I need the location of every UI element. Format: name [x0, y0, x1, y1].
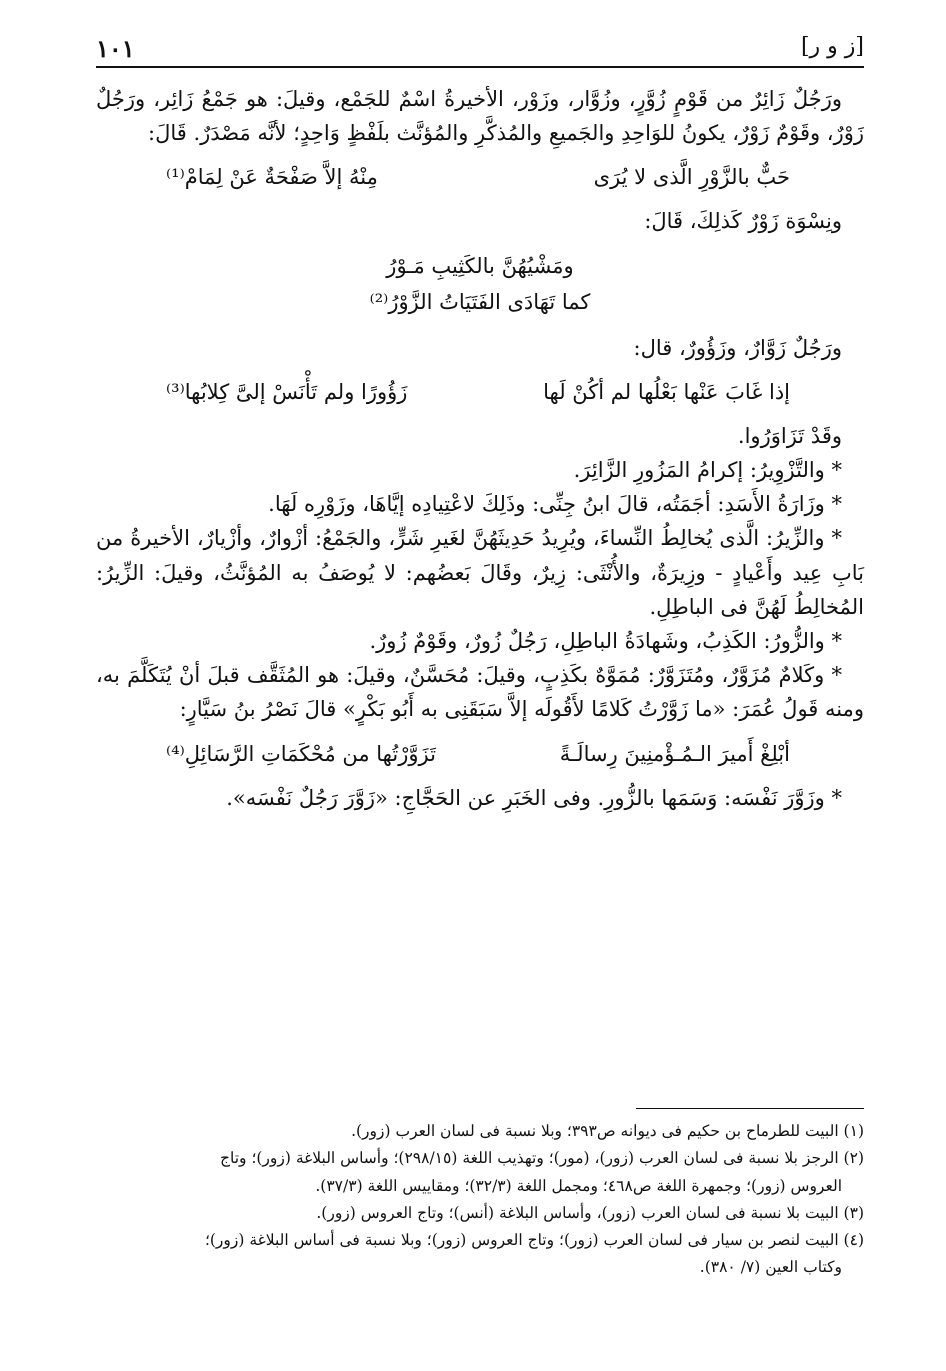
paragraph: * وزَارَةُ الأَسَدِ: أجَمَتُه، قالَ ابنُ جِنِّى: وذَلِكَ لاعْتِيادِه إيَّاهَا، وزَوْرِه لَهَا.: [268, 492, 842, 517]
rajaz-line: ومَشْيُهُنَّ بالكَثِيبِ مَـوْرُ: [386, 253, 574, 278]
footnote-continuation: العروس (زور)؛ وجمهرة اللغة ص٤٦٨؛ ومجمل اللغة (٣٢/٣)؛ ومقاييس اللغة (٣٧/٣).: [315, 1176, 842, 1195]
footnote: (٣) البيت بلا نسبة فى لسان العرب (زور)، وأساس البلاغة (أنس)؛ وتاج العروس (زور).: [316, 1203, 864, 1222]
rajaz-line: كما تَهَادَى الفَتَيَاتُ الزَّوْرُ⁽²⁾: [369, 289, 591, 314]
page-header: [96, 30, 864, 70]
verse-hemistich-first: إذا غَابَ عَنْها بَعْلُها لم أكُنْ لَها: [543, 379, 790, 404]
paragraph: * والزُّورُ: الكَذِبُ، وشَهادَةُ الباطِلِ، رَجُلٌ زُورٌ، وقَوْمٌ زُورٌ.: [369, 629, 842, 654]
verse-line: [96, 733, 864, 775]
paragraph: * وزَوَّرَ نَفْسَه: وَسَمَها بالزُّورِ. وفى الخَبَرِ عن الحَجَّاجِ: «زَوَّرَ رَجُلٌ نَفْسَه».: [226, 785, 842, 810]
paragraph: * والزِّيرُ: الَّذى يُخالِطُ النِّساءَ، ويُرِيدُ حَدِيثَهُنَّ لغَيرِ شَرٍّ، والجَمْعُ: أزْوارٌ، وأزْيارٌ، الأخيرةُ من بَابِ عِيد وأَعْيادٍ - وزِيرَةٌ، والأُنْثَى: زِيرٌ، وقَالَ بَعضُهم: لا يُوصَفُ به المُؤنَّثُ، وقيلَ: الزِّيرُ: المُخالِطُ لَهُنَّ فى الباطِلِ.: [96, 526, 864, 619]
verse-hemistich-first: حَبٌّ بالزَّوْرِ الَّذى لا يُرَى: [593, 165, 790, 190]
verse-hemistich-first: أبْلِغْ أَميرَ الـمُـؤْمنِينَ رِسالَـةً: [559, 741, 790, 766]
paragraph: * والتَّزْوِيرُ: إكرامُ المَزُورِ الزَّائِرَ.: [573, 458, 842, 483]
paragraph: ورَجُلٌ زَائِرٌ من قَوْمٍ زُوَّرٍ، وزُوَّار، وزَوْر، الأخيرةُ اسْمٌ للجَمْع، وقيلَ: هو جَمْعُ زَائِر، ورَجُلٌ زَوْرٌ، وقَوْمٌ زَوْرٌ، يكونُ للوَاحِدِ والجَميعِ والمُذكَّرِ والمُؤنَّث بلَفْظٍ وَاحِدٍ؛ لأنَّه مَصْدَرٌ. قَالَ:: [96, 87, 864, 146]
verse-line: [96, 156, 864, 198]
paragraph: ونِسْوَة زَوْرٌ كَذلِكَ، قَالَ:: [644, 209, 842, 234]
verse-hemistich-second: زَؤُورًا ولم تَأْنَسْ إلىَّ كِلابُها⁽³⁾: [166, 379, 408, 404]
verse-hemistich-second: تَزَوَّرْتُها من مُحْكَمَاتِ الرَّسَائِلِ⁽⁴⁾: [166, 741, 436, 766]
footnotes: [96, 1118, 864, 1282]
main-text: [96, 82, 864, 815]
paragraph: * وكَلامٌ مُزَوَّرٌ، ومُتَزَوَّرٌ: مُمَوَّهٌ بكَذِبٍ، وقيلَ: مُحَسَّنٌ، وقيلَ: هو المُثَقَّف قبلَ أنْ يُتَكَلَّمَ به، ومنه قَولُ عُمَرَ: «ما زَوَّرْتُ كَلامًا لأَقُولَه إلاَّ سَبَقَنِى به أَبُو بَكْرٍ» قالَ نَصْرُ بنُ سَيَّارٍ:: [96, 663, 864, 722]
entry-root: [ز و ر]: [800, 34, 864, 59]
footnote: (٤) البيت لنصر بن سيار فى لسان العرب (زور)؛ وتاج العروس (زور)؛ وبلا نسبة فى أساس البلاغة (زور)؛: [204, 1231, 864, 1250]
verse-line: [96, 371, 864, 413]
verse-hemistich-second: مِنْهُ إلاَّ صَفْحَةٌ عَنْ لِمَامْ⁽¹⁾: [166, 165, 378, 190]
footnote: (٢) الرجز بلا نسبة فى لسان العرب (زور)، (مور)؛ وتهذيب اللغة (٢٩٨/١٥)؛ وأساس البلاغة (زور)؛ وتاج: [220, 1149, 864, 1168]
paragraph: وقَدْ تَزَاوَرُوا.: [737, 423, 842, 448]
footnote: (١) البيت للطرماح بن حكيم فى ديوانه ص٣٩٣؛ وبلا نسبة فى لسان العرب (زور).: [351, 1122, 864, 1140]
header-rule: [96, 66, 864, 68]
footnote-rule: [636, 1108, 864, 1109]
page-number: ١٠١: [96, 34, 135, 63]
footnote-continuation: وكتاب العين (٧/ ٣٨٠).: [699, 1258, 842, 1277]
paragraph: ورَجُلٌ زَوَّارٌ، وزَؤُورٌ، قال:: [633, 335, 842, 360]
